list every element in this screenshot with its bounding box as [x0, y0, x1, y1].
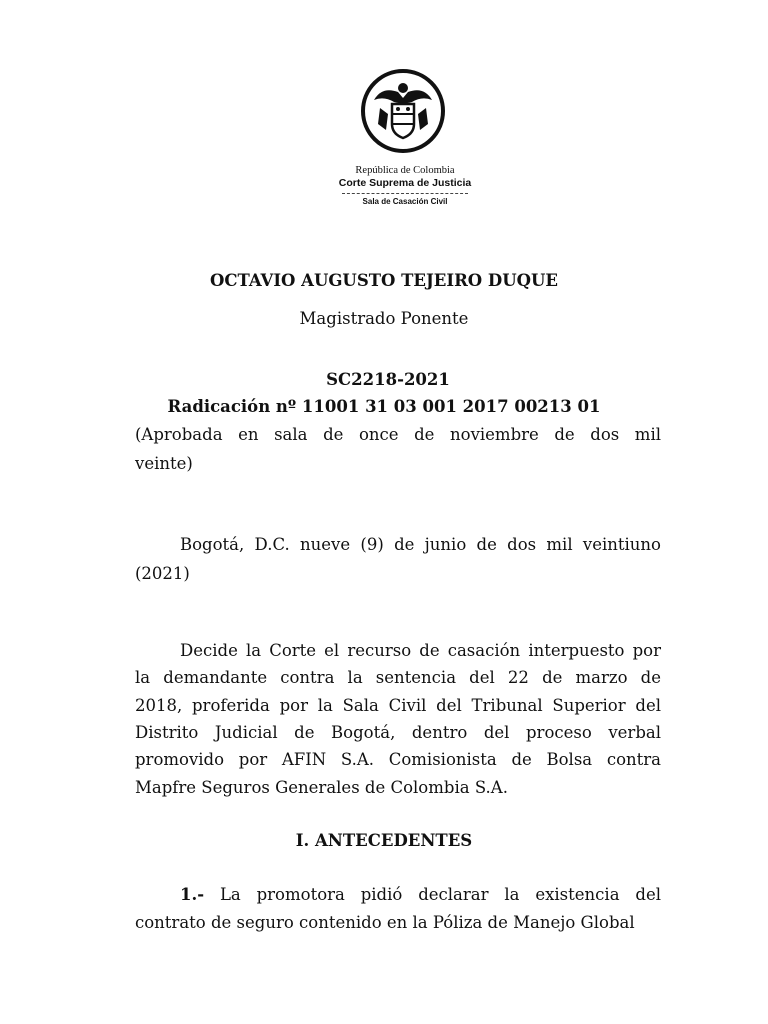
item-1-line-1 — [180, 881, 661, 908]
approval-line-2: veinte) — [135, 454, 193, 473]
colombia-coat-of-arms-seal-icon — [360, 68, 446, 154]
decision-line: promovido por AFIN S.A. Comisionista de Bolsa contra — [135, 750, 661, 769]
court-header — [330, 164, 480, 207]
decision-line: Mapfre Seguros Generales de Colombia S.A. — [135, 778, 508, 797]
republic-label: República de Colombia — [355, 165, 455, 176]
court-name: Corte Suprema de Justicia — [338, 177, 472, 189]
decision-line: Decide la Corte el recurso de casación interpuesto por — [180, 641, 661, 660]
header-divider — [342, 193, 468, 194]
magistrate-name: OCTAVIO AUGUSTO TEJEIRO DUQUE — [210, 271, 558, 290]
radicacion: Radicación nº 11001 31 03 001 2017 00213 01 — [167, 397, 601, 416]
magistrate-role: Magistrado Ponente — [299, 309, 469, 328]
approval-line-1: (Aprobada en sala de once de noviembre de dos mil — [135, 425, 661, 444]
section-title: I. ANTECEDENTES — [295, 831, 473, 850]
decision-line: Distrito Judicial de Bogotá, dentro del proceso verbal — [135, 723, 661, 742]
item-1-text: La promotora pidió declarar la existencia del — [204, 885, 661, 904]
decision-line: la demandante contra la sentencia del 22 de marzo de — [135, 668, 661, 687]
chamber-name: Sala de Casación Civil — [362, 197, 448, 206]
date-line-1: Bogotá, D.C. nueve (9) de junio de dos mil veintiuno — [180, 535, 661, 554]
case-number: SC2218-2021 — [326, 370, 450, 389]
item-1-line-2: contrato de seguro contenido en la Póliza de Manejo Global — [135, 913, 635, 932]
item-1-number: 1.- — [180, 885, 205, 904]
decision-line: 2018, proferida por la Sala Civil del Tribunal Superior del — [135, 696, 661, 715]
date-line-2: (2021) — [135, 564, 190, 583]
